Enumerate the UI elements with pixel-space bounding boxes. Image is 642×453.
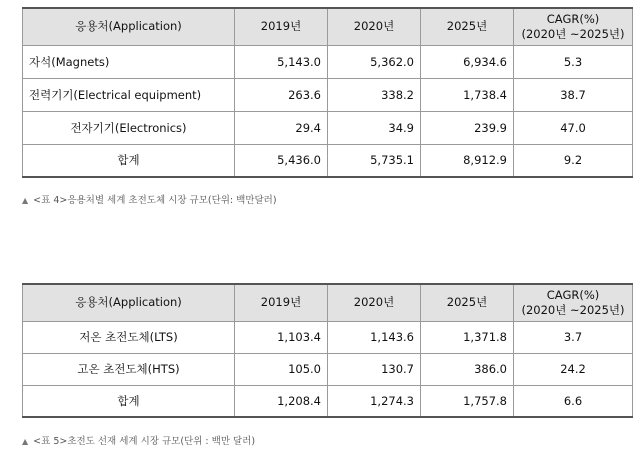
table-row <box>23 321 633 353</box>
cell-2025: 1,757.8 <box>421 385 514 417</box>
cell-2019: 1,103.4 <box>235 321 328 353</box>
table-header-row <box>23 284 633 321</box>
table-row <box>23 78 633 111</box>
table-superconducting-wire-market <box>22 283 633 418</box>
cell-2019: 5,143.0 <box>235 45 328 78</box>
header-2019: 2019년 <box>235 8 328 45</box>
header-application: 응용처(Application) <box>23 8 235 45</box>
table-row <box>23 111 633 144</box>
header-cagr-period: (2020년 ~2025년) <box>521 26 625 41</box>
row-category: 저온 초전도체(LTS) <box>23 321 235 353</box>
table1-caption <box>22 192 277 206</box>
table-total-row <box>23 144 633 177</box>
cell-2020: 130.7 <box>328 353 421 385</box>
header-2025: 2025년 <box>421 284 514 321</box>
triangle-up-icon: ▲ <box>22 196 29 205</box>
cell-2019: 1,208.4 <box>235 385 328 417</box>
cell-2020: 34.9 <box>328 111 421 144</box>
row-category-total: 합계 <box>23 144 235 177</box>
table2-caption <box>22 433 255 447</box>
cell-2025: 6,934.6 <box>421 45 514 78</box>
cell-2020: 5,362.0 <box>328 45 421 78</box>
header-2020: 2020년 <box>328 284 421 321</box>
header-2019: 2019년 <box>235 284 328 321</box>
table-header-row <box>23 8 633 45</box>
table-row <box>23 353 633 385</box>
cell-2025: 1,371.8 <box>421 321 514 353</box>
cell-cagr: 9.2 <box>514 144 633 177</box>
header-application: 응용처(Application) <box>23 284 235 321</box>
table-row <box>23 45 633 78</box>
cell-2025: 386.0 <box>421 353 514 385</box>
cell-cagr: 38.7 <box>514 78 633 111</box>
header-cagr-period: (2020년 ~2025년) <box>521 302 625 317</box>
row-category: 전자기기(Electronics) <box>23 111 235 144</box>
table2-caption-text: <표 5>초전도 선재 세계 시장 규모(단위 : 백만 달러) <box>33 436 256 447</box>
triangle-up-icon: ▲ <box>22 437 29 446</box>
table1-caption-text: <표 4>응용처별 세계 초전도체 시장 규모(단위: 백만달러) <box>33 195 277 206</box>
cell-cagr: 3.7 <box>514 321 633 353</box>
row-category: 고온 초전도체(HTS) <box>23 353 235 385</box>
row-category: 전력기기(Electrical equipment) <box>23 78 235 111</box>
header-2025: 2025년 <box>421 8 514 45</box>
header-cagr <box>514 284 633 321</box>
header-cagr-label: CAGR(%) <box>546 287 600 302</box>
cell-2019: 29.4 <box>235 111 328 144</box>
cell-cagr: 24.2 <box>514 353 633 385</box>
cell-2019: 5,436.0 <box>235 144 328 177</box>
cell-2020: 1,143.6 <box>328 321 421 353</box>
cell-2025: 239.9 <box>421 111 514 144</box>
row-category-total: 합계 <box>23 385 235 417</box>
header-cagr <box>514 8 633 45</box>
cell-2019: 105.0 <box>235 353 328 385</box>
cell-cagr: 5.3 <box>514 45 633 78</box>
cell-cagr: 6.6 <box>514 385 633 417</box>
table-superconductor-market-by-application <box>22 7 633 178</box>
cell-2025: 8,912.9 <box>421 144 514 177</box>
header-cagr-label: CAGR(%) <box>546 11 600 26</box>
cell-2020: 1,274.3 <box>328 385 421 417</box>
row-category: 자석(Magnets) <box>23 45 235 78</box>
cell-2019: 263.6 <box>235 78 328 111</box>
cell-2025: 1,738.4 <box>421 78 514 111</box>
cell-2020: 338.2 <box>328 78 421 111</box>
table-total-row <box>23 385 633 417</box>
cell-2020: 5,735.1 <box>328 144 421 177</box>
cell-cagr: 47.0 <box>514 111 633 144</box>
header-2020: 2020년 <box>328 8 421 45</box>
